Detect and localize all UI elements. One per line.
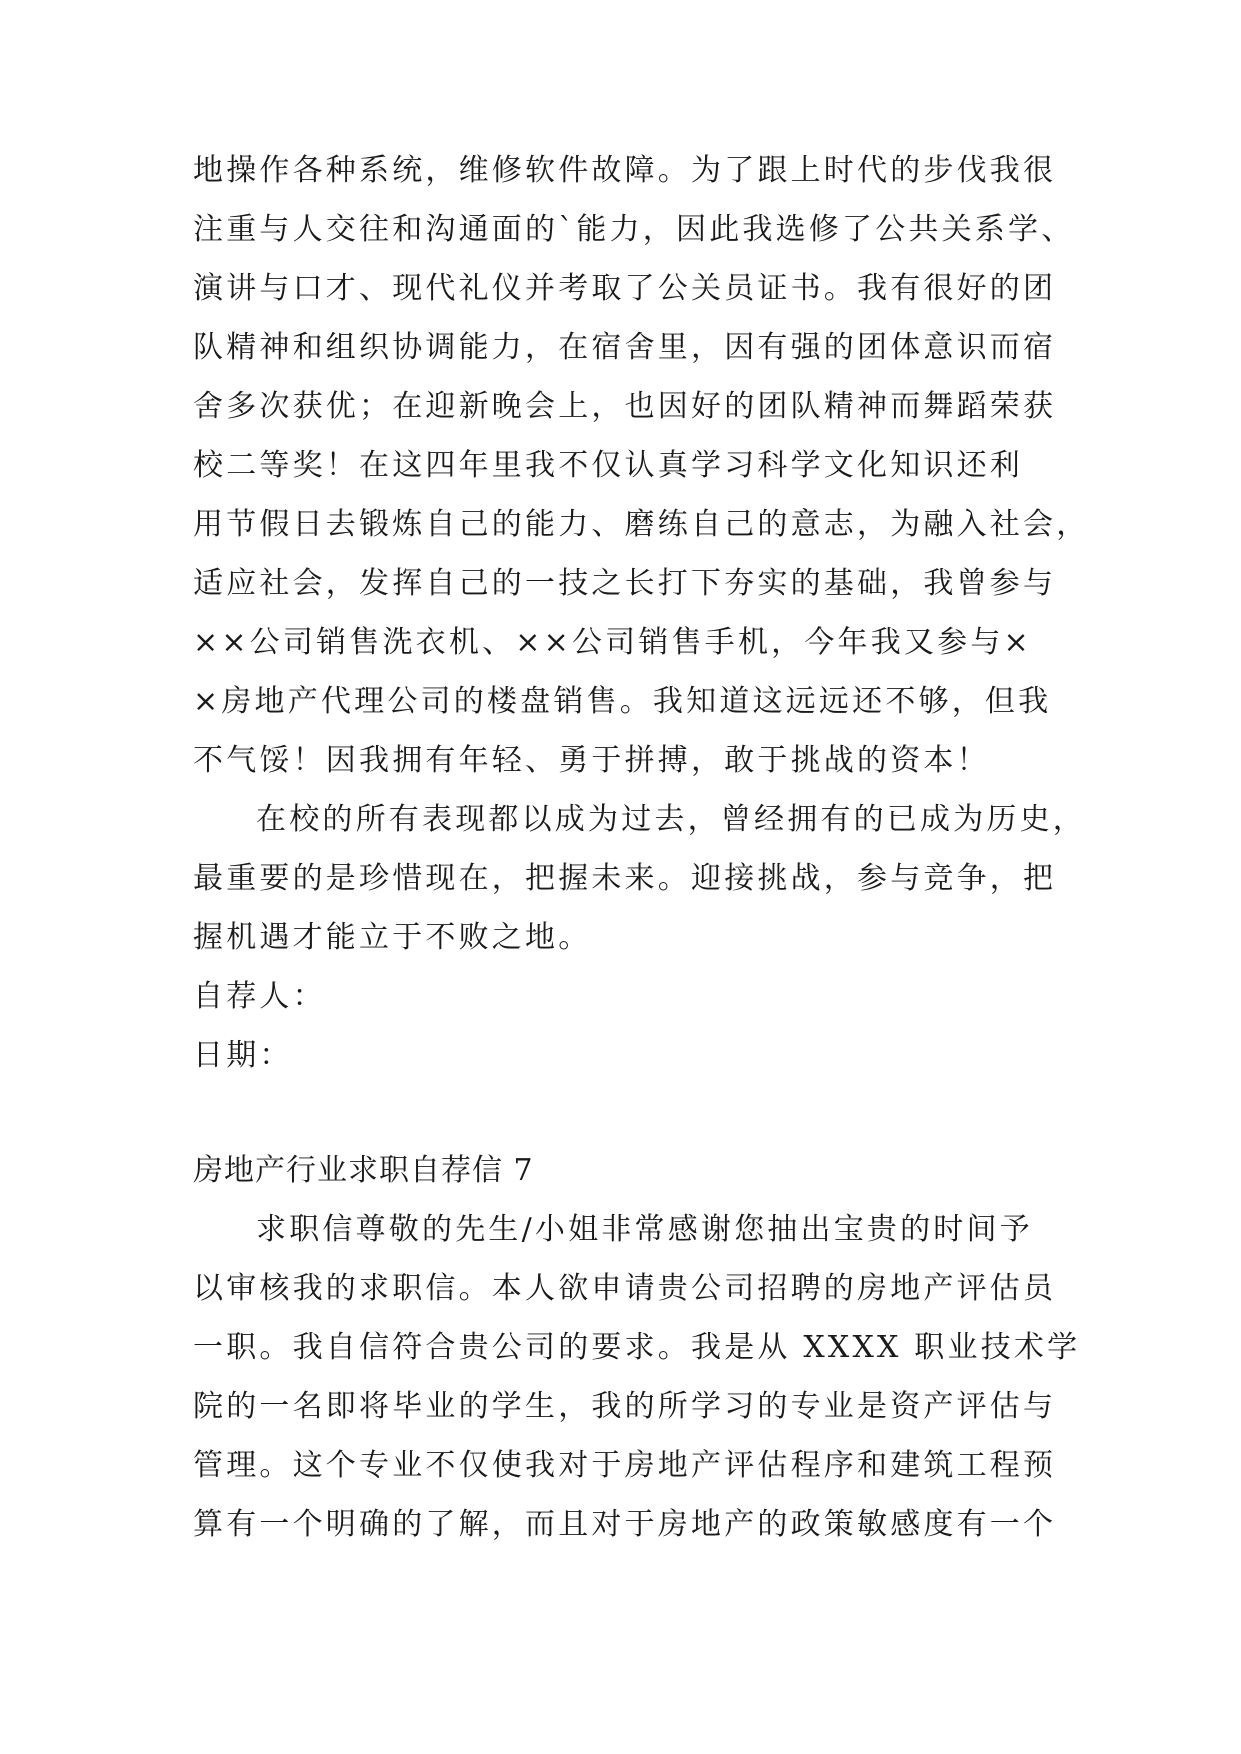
paragraph-line: 注重与人交往和沟通面的`能力，因此我选修了公共关系学、	[193, 212, 1075, 247]
paragraph-line: 院的一名即将毕业的学生，我的所学习的专业是资产评估与	[193, 1389, 1057, 1424]
paragraph-line: ××公司销售洗衣机、××公司销售手机，今年我又参与×	[193, 625, 1032, 660]
paragraph-line: 用节假日去锻炼自己的能力、磨练自己的意志，为融入社会，	[193, 507, 1090, 542]
paragraph-line: 最重要的是珍惜现在，把握未来。迎接挑战，参与竞争，把	[193, 861, 1057, 896]
paragraph-line: ×房地产代理公司的楼盘销售。我知道这远远还不够，但我	[193, 684, 1052, 719]
paragraph-line: 以审核我的求职信。本人欲申请贵公司招聘的房地产评估员	[193, 1271, 1057, 1306]
paragraph-line: 求职信尊敬的先生/小姐非常感谢您抽出宝贵的时间予	[256, 1212, 1033, 1247]
paragraph-line: 在校的所有表现都以成为过去，曾经拥有的已成为历史，	[256, 802, 1086, 837]
paragraph-line: 一职。我自信符合贵公司的要求。我是从 XXXX 职业技术学	[193, 1330, 1081, 1365]
letter-title: 房地产行业求职自荐信 7	[193, 1153, 534, 1188]
paragraph-line: 演讲与口才、现代礼仪并考取了公关员证书。我有很好的团	[193, 271, 1057, 306]
paragraph-line: 校二等奖！在这四年里我不仅认真学习科学文化知识还利	[193, 448, 1023, 483]
paragraph-line: 管理。这个专业不仅使我对于房地产评估程序和建筑工程预	[193, 1448, 1057, 1483]
paragraph-line: 不气馁！因我拥有年轻、勇于拼搏，敢于挑战的资本！	[193, 743, 990, 778]
paragraph-line: 舍多次获优；在迎新晚会上，也因好的团队精神而舞蹈荣获	[193, 389, 1057, 424]
paragraph-line: 算有一个明确的了解，而且对于房地产的政策敏感度有一个	[193, 1507, 1057, 1542]
paragraph-line: 队精神和组织协调能力，在宿舍里，因有强的团体意识而宿	[193, 330, 1057, 365]
paragraph-line: 地操作各种系统，维修软件故障。为了跟上时代的步伐我很	[193, 153, 1057, 188]
date-label: 日期：	[193, 1038, 293, 1073]
recommender-label: 自荐人：	[193, 979, 326, 1014]
paragraph-line: 握机遇才能立于不败之地。	[193, 920, 592, 955]
paragraph-line: 适应社会，发挥自己的一技之长打下夯实的基础，我曾参与	[193, 566, 1057, 601]
